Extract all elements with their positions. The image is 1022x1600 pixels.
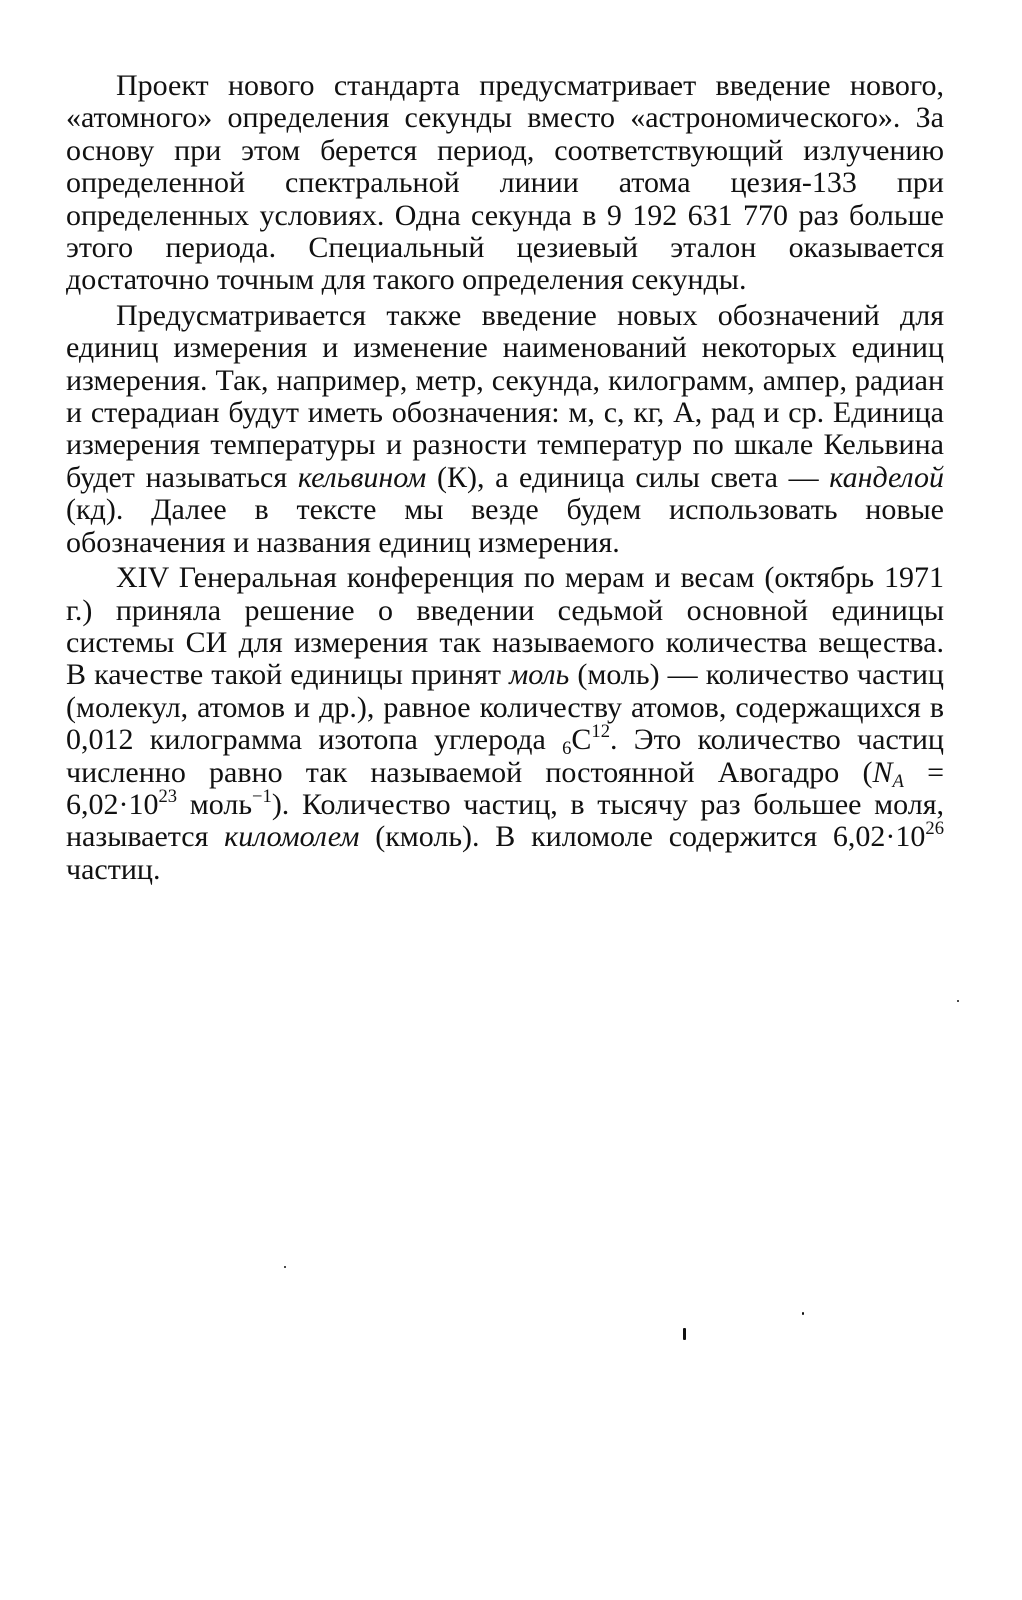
scan-speck: [683, 1328, 686, 1340]
text-run: 23: [158, 786, 178, 808]
text-run: = 6,02·10: [66, 755, 945, 821]
text-run: частиц.: [66, 852, 161, 886]
text-run: (моль) — количество частиц (молекул, атомов и др.), равное количеству атомов, содержащихся в 0,012 килограмма изотопа углерода: [66, 658, 944, 757]
text-run: (кд). Далее в тексте мы везде будем использовать новые обозначения и названия единиц измерения.: [66, 493, 944, 559]
page-text: [66, 70, 944, 886]
text-run: −1: [252, 786, 272, 808]
text-run: C: [571, 723, 592, 757]
scan-speck: [802, 1312, 804, 1315]
text-run: Проект нового стандарта предусматривает введение нового, «атомного» определения секунды вместо «астрономического». За основу при этом берется период, соответствующий излучению определенной спектральной линии атома цезия-133 при определенных условиях. Одна секунда в 9 192 631 770 раз больше этого периода. Специальный цезиевый эталон оказывается достаточно точным для такого определения секунды.: [66, 69, 944, 297]
text-run: кельвином: [297, 460, 427, 494]
text-run: Предусматривается также введение новых обозначений для единиц измерения и изменение наименований некоторых единиц измерения. Так, например, метр, секунда, килограмм, ампер, радиан и стерадиан будут иметь обозначения: м, с, кг, А, рад и ср. Единица измерения температуры и разности температур по шкале Кельвина будет называться: [66, 298, 944, 494]
paragraph-mole-definition: [66, 562, 944, 886]
text-run: (кмоль). В киломоле содержится 6,02·10: [359, 820, 926, 854]
scan-speck: [284, 1266, 286, 1268]
paragraph-atomic-second: [66, 70, 944, 297]
text-run: 12: [591, 721, 610, 743]
text-run: 26: [925, 818, 945, 840]
text-run: моль: [509, 658, 570, 692]
text-run: N: [872, 755, 893, 789]
text-run: канделой: [829, 460, 945, 494]
text-run: . Это количество частиц численно равно так называемой постоянной Авогадро (: [66, 723, 944, 789]
text-run: ). Количество частиц, в тысячу раз большее моля, называется: [66, 787, 944, 854]
paragraph-unit-designations: [66, 300, 944, 559]
text-run: 6: [562, 738, 572, 760]
text-run: XIV Генеральная конференция по мерам и весам (октябрь 1971 г.) приняла решение о введении седьмой основной единицы системы СИ для измерения так называемого количества вещества. В качестве такой единицы принят: [66, 561, 944, 692]
text-run: A: [892, 770, 904, 792]
scan-speck: [957, 1000, 959, 1002]
text-run: моль: [177, 787, 253, 821]
text-run: киломолем: [224, 820, 360, 854]
text-run: (К), а единица силы света —: [426, 460, 830, 494]
